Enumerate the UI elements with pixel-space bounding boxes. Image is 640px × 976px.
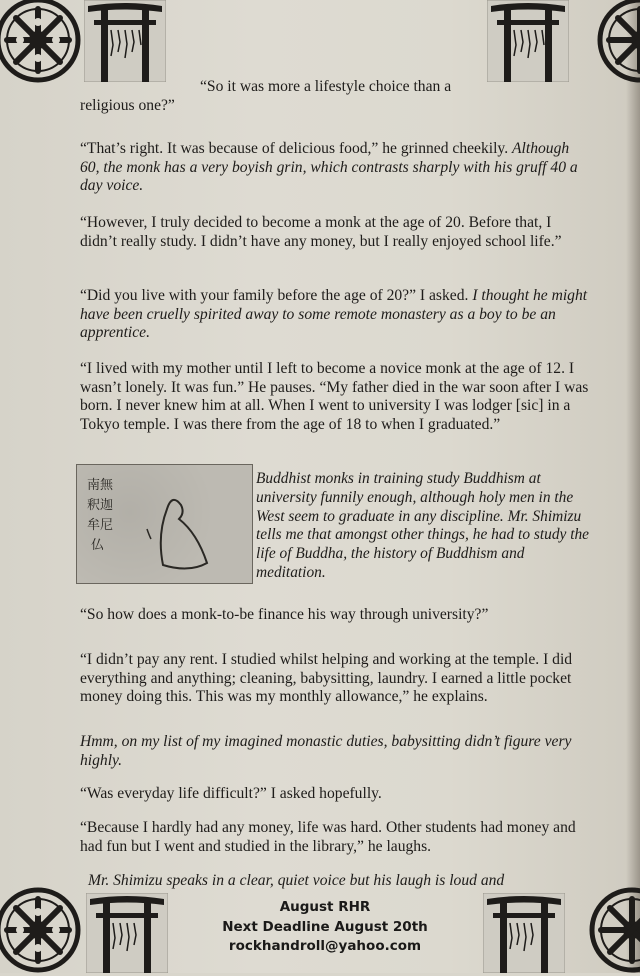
calligraphy-photo xyxy=(76,464,253,584)
narration-text: I thought he might have been cruelly spirited away to some remote monastery as a boy to be an apprentice. xyxy=(80,287,588,342)
torii-gate-icon xyxy=(483,893,565,973)
quote-text: “Was everyday life difficult?” I asked hopefully. xyxy=(80,785,382,802)
dharma-wheel-icon xyxy=(0,0,86,88)
buddha-sketch-icon xyxy=(77,465,252,583)
dharma-wheel-icon xyxy=(0,884,86,976)
paragraph-line: religious one?” xyxy=(80,96,175,114)
contact-email: rockhandroll@yahoo.com xyxy=(228,938,422,954)
paragraph-7 xyxy=(80,651,590,707)
calligraphy-char: 南無 xyxy=(87,478,114,493)
deadline-text: Next Deadline August 20th xyxy=(222,918,428,935)
photo-caption: Buddhist monks in training study Buddhism at university funnily enough, although holy men in the West seem to graduate in any discipline. Mr. Shimizu tells me that amongst other things, he had to study the life of Buddha, the history of Buddhism and meditation. xyxy=(256,470,590,581)
paragraph-1 xyxy=(80,78,590,115)
narration-text: Hmm, on my list of my imagined monastic duties, babysitting didn’t figure very highly. xyxy=(80,733,572,769)
calligraphy-char: 牟尼 xyxy=(87,518,114,533)
quote-text: “I lived with my mother until I left to become a novice monk at the age of 12. I wasn’t lonely. It was fun.” He pauses. “My father died in the war soon after I was born. I never knew him at all. When I went to university I was lodger [sic] in a Tokyo temple. I was there from the age of 18 to when I graduated.” xyxy=(80,360,589,433)
paragraph-9 xyxy=(80,785,590,804)
calligraphy-char: 仏 xyxy=(91,538,105,553)
quote-text: “However, I truly decided to become a monk at the age of 20. Before that, I didn’t really study. I didn’t have any money, but I really enjoyed school life.” xyxy=(80,214,562,250)
narration-text: Although 60, the monk has a very boyish grin, which contrasts sharply with his gruff 40 a day voice. xyxy=(80,140,578,195)
issue-title: August RHR xyxy=(279,899,371,915)
paragraph-2 xyxy=(80,140,590,196)
calligraphy-char: 釈迦 xyxy=(87,498,114,513)
quote-text: “I didn’t pay any rent. I studied whilst helping and working at the temple. I did everything and anything; cleaning, babysitting, laundry. I earned a little pocket money doing this. This was my monthly allowance,” he explains. xyxy=(80,651,573,706)
paragraph-line: “So it was more a lifestyle choice than a xyxy=(200,78,452,95)
page-edge-shadow xyxy=(626,0,640,973)
paragraph-5 xyxy=(80,360,590,434)
quote-text: “Because I hardly had any money, life was hard. Other students had money and had fun but I went and studied in the library,” he laughs. xyxy=(80,819,576,855)
paragraph-10 xyxy=(80,819,590,856)
paragraph-4 xyxy=(80,287,590,343)
quote-text: “Did you live with your family before the age of 20?” I asked. xyxy=(80,287,473,304)
paragraph-6 xyxy=(80,606,590,625)
dharma-wheel-icon xyxy=(580,884,640,973)
paragraph-11 xyxy=(88,872,598,891)
torii-gate-icon xyxy=(84,0,166,82)
quote-text: “That’s right. It was because of delicious food,” he grinned cheekily. xyxy=(80,140,513,157)
paragraph-3 xyxy=(80,214,590,251)
dharma-wheel-icon xyxy=(592,0,640,88)
torii-gate-icon xyxy=(487,0,569,82)
torii-gate-icon xyxy=(86,893,168,973)
narration-text: Mr. Shimizu speaks in a clear, quiet voice but his laugh is loud and xyxy=(88,872,505,889)
quote-text: “So how does a monk-to-be finance his way through university?” xyxy=(80,606,489,623)
paragraph-8 xyxy=(80,733,590,770)
newsletter-footer xyxy=(195,898,455,957)
